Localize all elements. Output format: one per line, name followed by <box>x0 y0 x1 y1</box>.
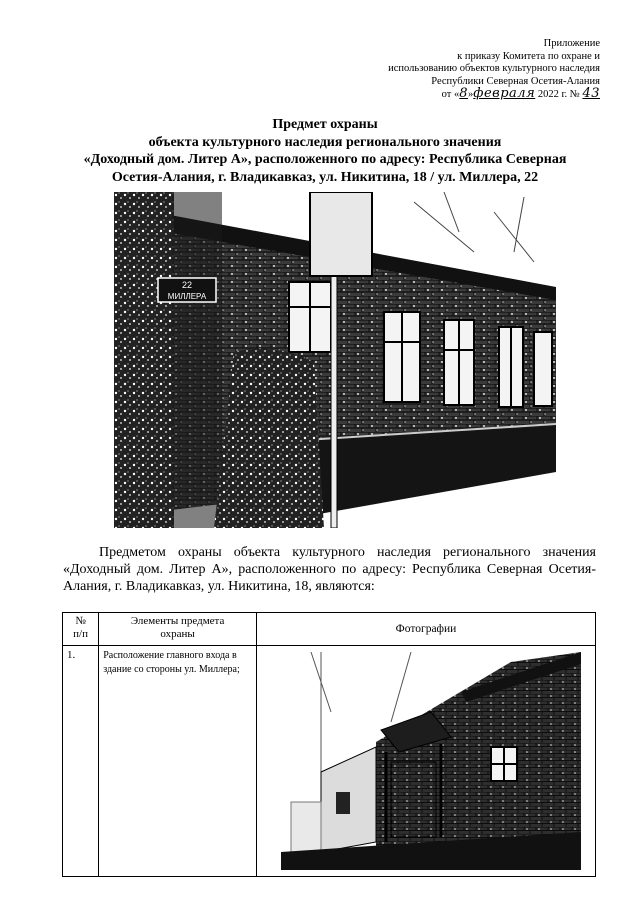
title-line-3: «Доходный дом. Литер А», расположенного по адресу: Республика Северная <box>83 152 567 167</box>
date-mid: » <box>468 89 474 101</box>
row-number: 1. <box>63 646 99 877</box>
street-sign-number: 22 <box>181 280 193 290</box>
street-sign-name: МИЛЛЕРА <box>167 292 207 301</box>
document-title <box>60 116 590 186</box>
date-month: февраля <box>473 86 536 102</box>
header-elements-line-2: охраны <box>160 628 195 640</box>
entrance-photo <box>281 652 581 870</box>
protection-elements-table <box>62 612 596 877</box>
table-header-row <box>63 613 596 646</box>
order-number: 43 <box>582 86 600 102</box>
row-element: Расположение главного входа в здание со стороны ул. Миллера; <box>99 646 257 877</box>
title-line-4: Осетия-Алания, г. Владикавказ, ул. Никитина, 18 / ул. Миллера, 22 <box>111 169 539 185</box>
intro-paragraph: Предметом охраны объекта культурного наследия регионального значения «Доходный дом. Литер А», расположенного по адресу: Республика Северная Осетия-Алания, г. Владикавказ, ул. Никитина, 18, являются: <box>63 545 596 594</box>
building-photo <box>114 192 556 528</box>
title-line-2: объекта культурного наследия регионального значения <box>148 134 502 150</box>
appendix-block <box>340 38 600 102</box>
header-number <box>63 613 99 646</box>
date-prefix: от « <box>441 89 460 101</box>
appendix-title: Приложение <box>543 38 600 49</box>
entrance-photo-illustration <box>281 652 581 870</box>
header-elements <box>99 613 257 646</box>
header-number-line-2: п/п <box>73 628 89 640</box>
appendix-committee-line: использованию объектов культурного наследия <box>388 63 600 75</box>
building-photo-illustration <box>114 192 556 528</box>
header-elements-line-1: Элементы предмета <box>130 615 225 627</box>
appendix-republic-line: Республики Северная Осетия-Алания <box>431 75 600 87</box>
date-day: 8 <box>459 86 469 102</box>
header-number-line-1: № <box>75 615 86 627</box>
row-photo-cell <box>257 646 596 877</box>
date-year: 2022 г. № <box>537 89 580 101</box>
header-photos: Фотографии <box>257 613 596 646</box>
title-line-1: Предмет охраны <box>272 117 378 132</box>
appendix-order-line: к приказу Комитета по охране и <box>457 50 600 62</box>
appendix-date-line <box>340 88 600 102</box>
table-row <box>63 646 596 877</box>
